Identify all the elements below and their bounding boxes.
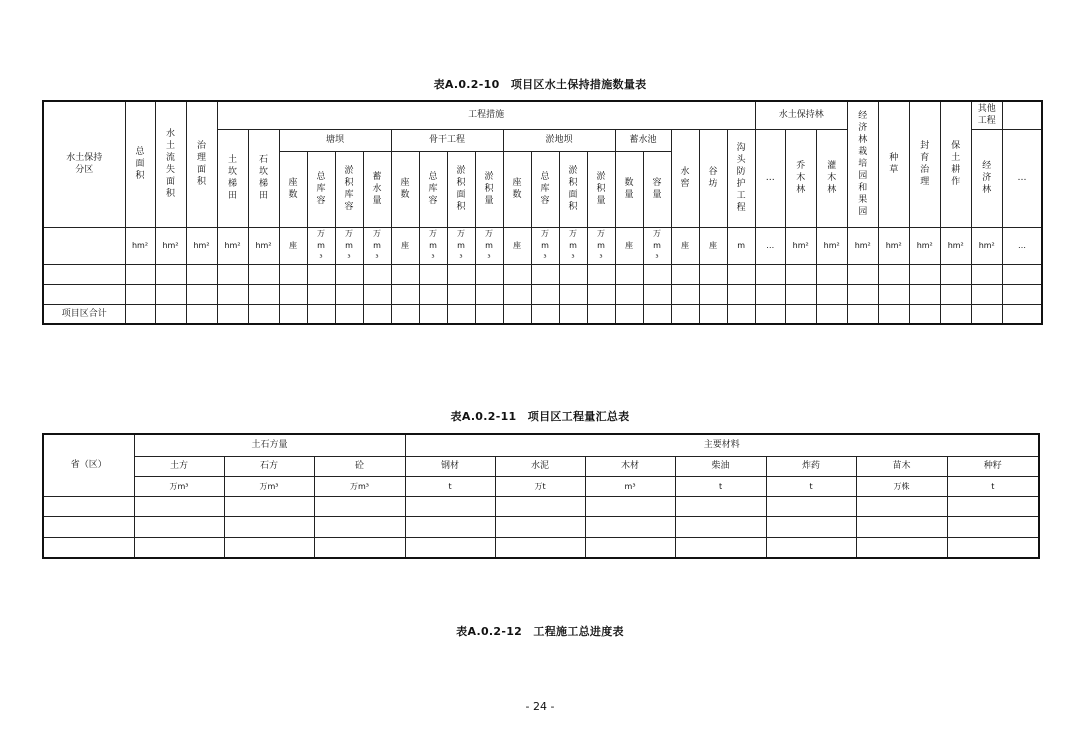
province-header: 省（区） xyxy=(43,434,134,496)
header-row-1 xyxy=(43,101,1042,129)
table-a-0-2-10 xyxy=(42,100,1043,325)
unit-row: hm² hm² hm² hm² hm² 座 万m³ 万m³ 万m³ 座 万m³ 万m³ 万m³ 座 万m³ 万m³ 万m³ 座 万m³ 座 座 m … hm² hm² hm² hm² hm² hm² hm² … xyxy=(43,227,1042,264)
table-12-caption: 表A.0.2-12 工程施工总进度表 xyxy=(456,625,624,638)
earth-terrace-header: 土坎梯田 xyxy=(217,129,248,227)
table-10-caption: 表A.0.2-10 项目区水土保持措施数量表 xyxy=(433,78,647,91)
check-dam-header: 淤地坝 xyxy=(503,129,615,151)
grass-header: 种草 xyxy=(878,101,909,227)
engineering-header: 工程措施 xyxy=(217,101,755,129)
table-11-caption: 表A.0.2-11 项目区工程量汇总表 xyxy=(450,410,630,423)
header-row-1 xyxy=(43,434,1039,456)
key-project-header: 骨干工程 xyxy=(391,129,503,151)
column-header: 炸药 xyxy=(766,456,856,476)
engineering-ellipsis: … xyxy=(755,129,785,227)
column-header: 石方 xyxy=(224,456,314,476)
table-row xyxy=(43,537,1039,558)
control-area-header: 治理面积 xyxy=(186,101,217,227)
other-header: 其他工程 xyxy=(971,101,1002,129)
erosion-area-header: 水土流失面积 xyxy=(155,101,186,227)
header-row-3: 座数 总库容 淤积库容 蓄水量 座数 总库容 淤积面积 淤积量 座数 总库容 淤积面积 淤积量 数量 容量 xyxy=(43,151,1042,227)
page-number: - 24 - xyxy=(525,700,555,713)
table-row xyxy=(43,516,1039,537)
column-header: 柴油 xyxy=(675,456,766,476)
total-row xyxy=(43,304,1042,324)
tillage-header: 保土耕作 xyxy=(940,101,971,227)
column-header: 钢材 xyxy=(405,456,495,476)
table-a-0-2-11 xyxy=(42,433,1040,559)
gully-dam-header: 谷坊 xyxy=(699,129,727,227)
stone-terrace-header: 石坎梯田 xyxy=(248,129,279,227)
economic-forest-header: 经济林 xyxy=(971,129,1002,227)
storage-pool-header: 蓄水池 xyxy=(615,129,671,151)
table-row xyxy=(43,496,1039,516)
column-header: 砼 xyxy=(314,456,405,476)
column-header: 水泥 xyxy=(495,456,585,476)
column-header: 土方 xyxy=(134,456,224,476)
pond-dam-header: 塘坝 xyxy=(279,129,391,151)
arbor-header: 乔木林 xyxy=(785,129,816,227)
header-row-2 xyxy=(43,456,1039,476)
table-row xyxy=(43,264,1042,284)
shrub-header: 灌木林 xyxy=(816,129,847,227)
total-area-header: 总面积 xyxy=(125,101,155,227)
column-header: 种籽 xyxy=(947,456,1039,476)
orchard-header: 经济林栽培园和果园 xyxy=(847,101,878,227)
forest-measures-header: 水土保持林 xyxy=(755,101,847,129)
closure-header: 封育治理 xyxy=(909,101,940,227)
earthwork-group-header: 土石方量 xyxy=(134,434,405,456)
gully-head-header: 沟头防护工程 xyxy=(727,129,755,227)
column-header: 苗木 xyxy=(856,456,947,476)
total-row-label: 项目区合计 xyxy=(43,304,125,324)
table-row xyxy=(43,284,1042,304)
unit-row: 万m³ 万m³ 万m³ t 万t m³ t t 万株 t xyxy=(43,476,1039,496)
column-header: 木材 xyxy=(585,456,675,476)
zone-header: 水土保持分区 xyxy=(43,101,125,227)
water-cellar-header: 水窖 xyxy=(671,129,699,227)
materials-group-header: 主要材料 xyxy=(405,434,1039,456)
other-ellipsis: … xyxy=(1002,129,1042,227)
